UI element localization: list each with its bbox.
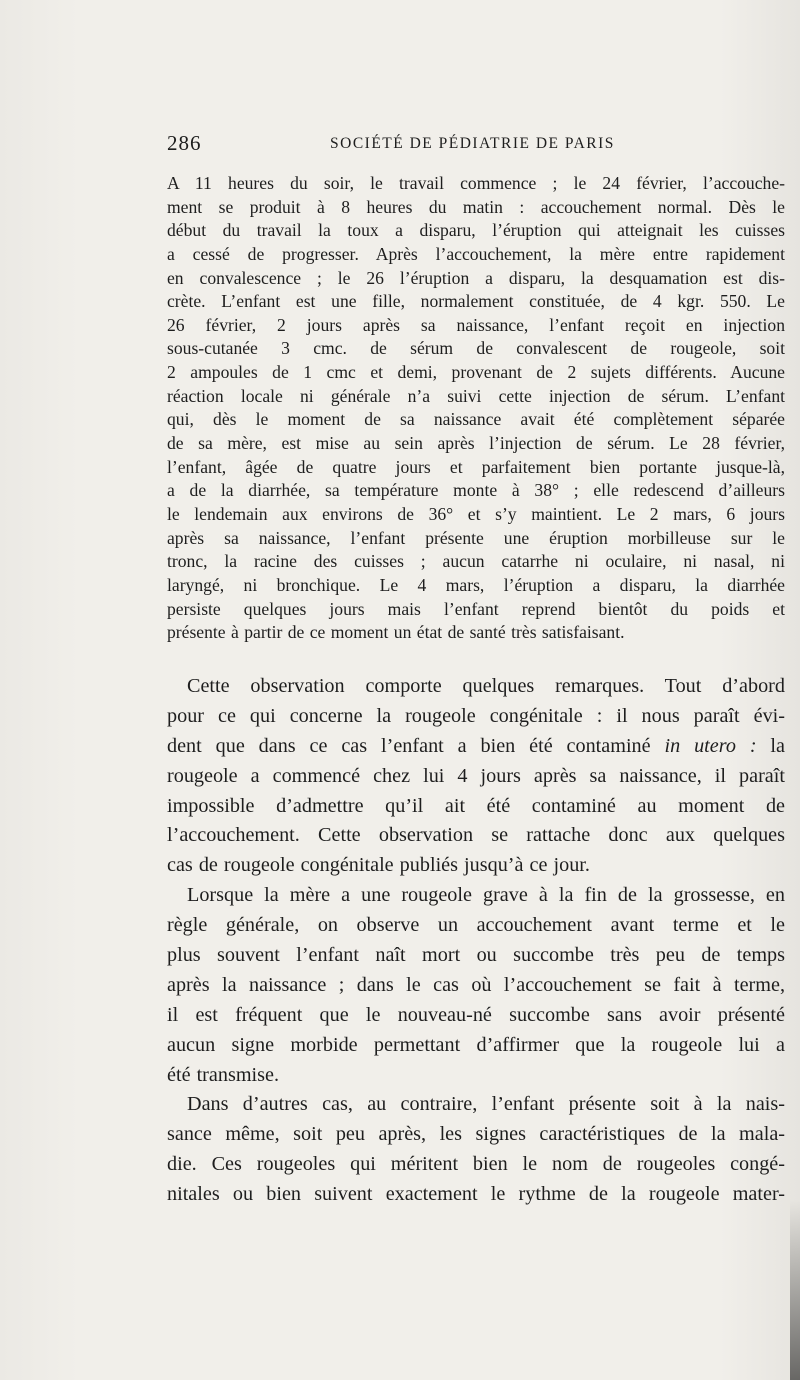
text-line: crète. L’enfant est une fille, normalement constituée, de 4 kgr. 550. Le	[167, 291, 785, 312]
text-line: sous-cutanée 3 cmc. de sérum de convalescent de rougeole, soit	[167, 338, 785, 359]
text-line: aucun signe morbide permettant d’affirmer que la rougeole lui a	[167, 1033, 785, 1056]
text-fragment: la	[756, 734, 785, 757]
text-line: impossible d’admettre qu’il ait été contaminé au moment de	[167, 794, 785, 817]
text-line: en convalescence ; le 26 l’éruption a disparu, la desquamation est dis-	[167, 267, 785, 288]
text-line: Dans d’autres cas, au contraire, l’enfant présente soit à la nais-	[187, 1093, 785, 1116]
text-line	[167, 732, 785, 762]
text-fragment: dent que dans ce cas l’enfant a bien été contaminé	[167, 734, 665, 757]
discussion-section	[167, 672, 785, 1210]
text-line: après la naissance ; dans le cas où l’accouchement se fait à terme,	[167, 973, 785, 996]
text-line: le lendemain aux environs de 36° et s’y maintient. Le 2 mars, 6 jours	[167, 503, 785, 524]
text-line: réaction locale ni générale n’a suivi cette injection de sérum. L’enfant	[167, 385, 785, 406]
text-line: die. Ces rougeoles qui méritent bien le nom de rougeoles congé-	[167, 1153, 785, 1176]
text-line: il est fréquent que le nouveau-né succombe sans avoir présenté	[167, 1003, 785, 1026]
text-line: laryngé, ni bronchique. Le 4 mars, l’éruption a disparu, la diarrhée	[167, 574, 785, 595]
running-head: SOCIÉTÉ DE PÉDIATRIE DE PARIS	[330, 135, 615, 152]
text-line: de sa mère, est mise au sein après l’injection de sérum. Le 28 février,	[167, 433, 785, 454]
italic-term: in utero :	[664, 734, 757, 757]
text-line: l’accouchement. Cette observation se rattache donc aux quelques	[167, 824, 785, 847]
text-line: 26 février, 2 jours après sa naissance, l’enfant reçoit en injection	[167, 314, 785, 335]
text-line: l’enfant, âgée de quatre jours et parfaitement bien portante jusque-là,	[167, 456, 785, 477]
text-line: nitales ou bien suivent exactement le rythme de la rougeole mater-	[167, 1183, 785, 1206]
text-line: a de la diarrhée, sa température monte à 38° ; elle redescend d’ailleurs	[167, 480, 785, 501]
text-line: été transmise.	[167, 1063, 279, 1086]
text-line: pour ce qui concerne la rougeole congénitale : il nous paraît évi-	[167, 704, 785, 727]
text-line: sance même, soit peu après, les signes caractéristiques de la mala-	[167, 1123, 785, 1146]
text-line: Cette observation comporte quelques remarques. Tout d’abord	[187, 675, 785, 697]
page-number: 286	[167, 131, 202, 155]
text-line: 2 ampoules de 1 cmc et demi, provenant de 2 sujets différents. Aucune	[167, 362, 785, 383]
text-line: cas de rougeole congénitale publiés jusqu’à ce jour.	[167, 854, 590, 877]
text-line: règle générale, on observe un accouchement avant terme et le	[167, 914, 785, 937]
text-line: ment se produit à 8 heures du matin : accouchement normal. Dès le	[167, 196, 785, 217]
text-line: A 11 heures du soir, le travail commence ; le 24 février, l’accouche-	[167, 173, 785, 193]
text-line: a cessé de progresser. Après l’accouchement, la mère entre rapidement	[167, 243, 785, 264]
text-line: présente à partir de ce moment un état de santé très satisfaisant.	[167, 622, 625, 643]
page-header	[167, 131, 785, 157]
text-line: rougeole a commencé chez lui 4 jours après sa naissance, il paraît	[167, 764, 785, 787]
text-line: Lorsque la mère a une rougeole grave à la fin de la grossesse, en	[187, 884, 785, 907]
scan-edge-shadow	[790, 1200, 800, 1380]
text-line: plus souvent l’enfant naît mort ou succombe très peu de temps	[167, 944, 785, 967]
text-line: tronc, la racine des cuisses ; aucun catarrhe ni oculaire, ni nasal, ni	[167, 551, 785, 572]
text-line: début du travail la toux a disparu, l’éruption qui atteignait les cuisses	[167, 220, 785, 241]
text-line: après sa naissance, l’enfant présente une éruption morbilleuse sur le	[167, 527, 785, 548]
text-line: qui, dès le moment de sa naissance avait été complètement séparée	[167, 409, 785, 430]
case-report-paragraph	[167, 172, 785, 645]
text-line: persiste quelques jours mais l’enfant reprend bientôt du poids et	[167, 598, 785, 619]
